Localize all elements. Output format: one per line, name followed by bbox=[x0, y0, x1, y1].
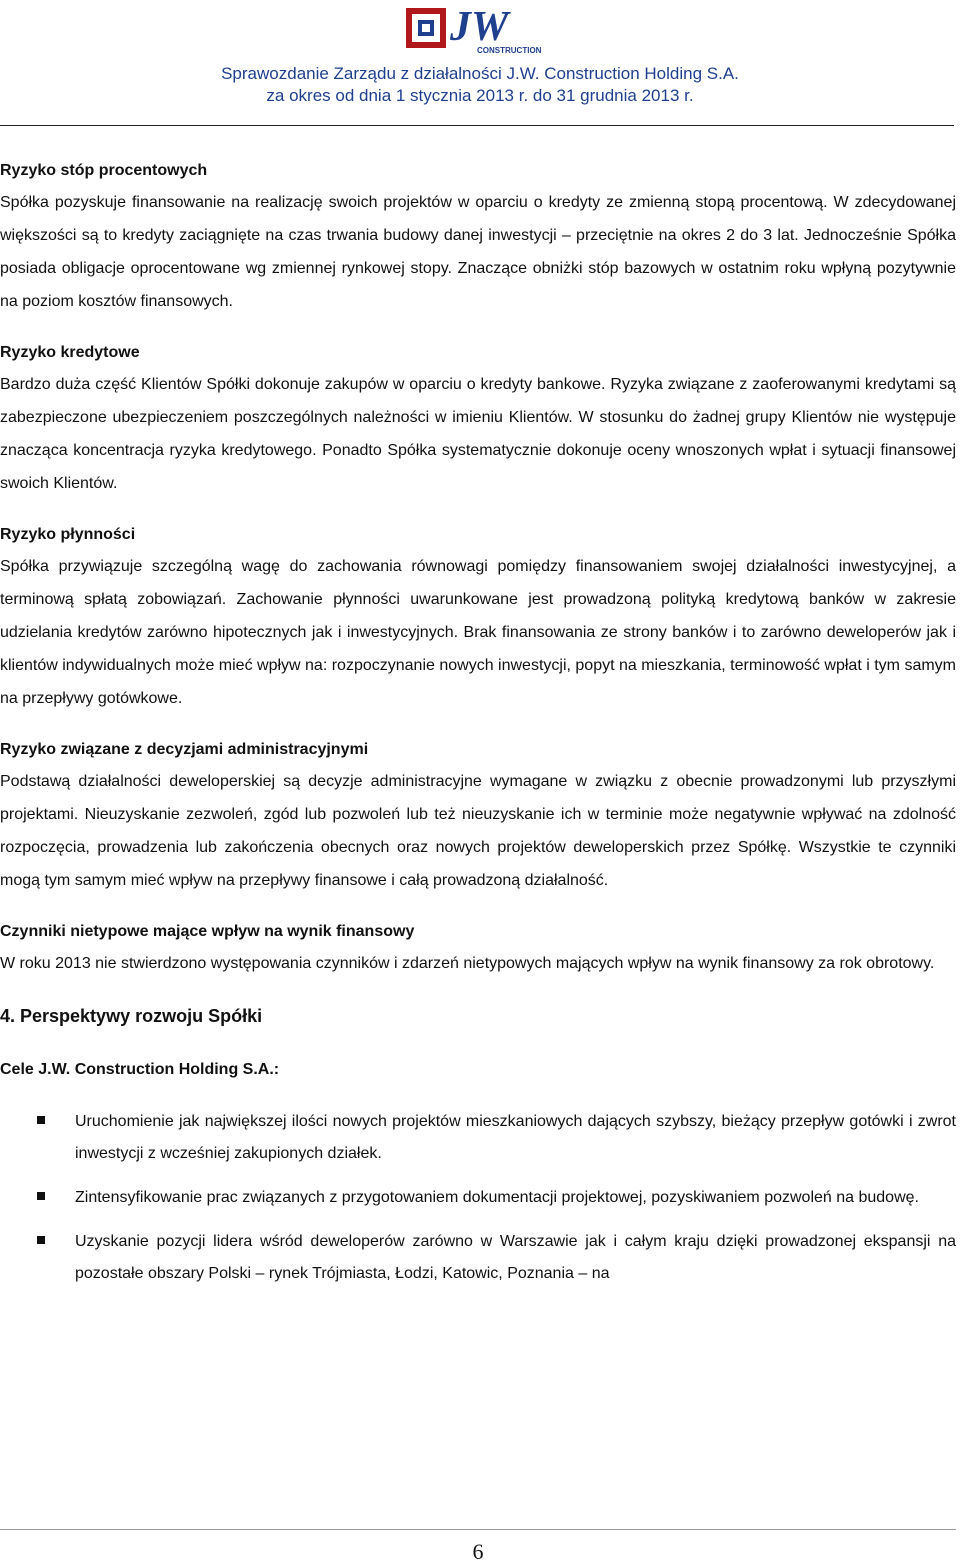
section-paragraph: Bardzo duża część Klientów Spółki dokonuje zakupów w oparciu o kredyty bankowe. Ryzyka związane z zaoferowanymi kredytami są zabezpieczone ubezpieczeniem poszczególnych należności w imieniu Klientów. W stosunku do żadnej grupy Klientów nie występuje znacząca koncentracja ryzyka kredytowego. Ponadto Spółka systematycznie dokonuje oceny wnoszonych wpłat i sytuacji finansowej swoich Klientów. bbox=[0, 376, 956, 492]
section-title: Ryzyko stóp procentowych bbox=[0, 162, 208, 179]
goals-list bbox=[0, 1106, 956, 1290]
administrative-decisions-risk-section bbox=[0, 739, 956, 897]
document-body bbox=[0, 160, 956, 1302]
goal-item bbox=[0, 1182, 956, 1214]
header-divider bbox=[0, 125, 954, 126]
section-paragraph: Spółka pozyskuje finansowanie na realizację swoich projektów w oparciu o kredyty ze zmienną stopą procentową. W zdecydowanej większości są to kredyty zaciągnięte na czas trwania budowy danej inwestycji – przeciętnie na okres 2 do 3 lat. Jednocześnie Spółka posiada obligacje oprocentowane wg zmiennej rynkowej stopy. Znaczące obniżki stóp bazowych w ostatnim roku wpłyną pozytywnie na poziom kosztów finansowych. bbox=[0, 194, 956, 310]
unusual-factors-section bbox=[0, 921, 956, 980]
footer-divider bbox=[0, 1529, 956, 1530]
svg-text:CONSTRUCTION: CONSTRUCTION bbox=[477, 46, 542, 55]
credit-risk-section bbox=[0, 342, 956, 500]
section-title: Czynniki nietypowe mające wpływ na wynik finansowy bbox=[0, 923, 415, 940]
section-title: Ryzyko płynności bbox=[0, 526, 136, 543]
section-title: Ryzyko kredytowe bbox=[0, 344, 140, 361]
goal-text: Uruchomienie jak największej ilości nowych projektów mieszkaniowych dających szybszy, bieżący przepływ gotówki i zwrot inwestycji z wcześniej zakupionych działek. bbox=[75, 1113, 956, 1162]
liquidity-risk-section bbox=[0, 524, 956, 715]
goal-text: Zintensyfikowanie prac związanych z przygotowaniem dokumentacji projektowej, pozyskiwaniem pozwoleń na budowę. bbox=[75, 1189, 919, 1206]
goal-item bbox=[0, 1106, 956, 1170]
jw-construction-logo bbox=[406, 2, 558, 56]
goal-text: Uzyskanie pozycji lidera wśród deweloperów zarówno w Warszawie jak i całym kraju dzięki prowadzonej ekspansji na pozostałe obszary Polski – rynek Trójmiasta, Łodzi, Katowic, Poznania – na bbox=[75, 1233, 956, 1282]
chapter-title: 4. Perspektywy rozwoju Spółki bbox=[0, 1006, 263, 1026]
page-number: 6 bbox=[472, 1539, 484, 1564]
square-bullet-icon bbox=[37, 1236, 45, 1244]
goal-item bbox=[0, 1226, 956, 1290]
interest-rate-risk-section bbox=[0, 160, 956, 318]
section-paragraph: W roku 2013 nie stwierdzono występowania czynników i zdarzeń nietypowych mających wpływ na wynik finansowy za rok obrotowy. bbox=[0, 955, 935, 972]
development-perspectives-section bbox=[0, 1004, 956, 1290]
goals-title: Cele J.W. Construction Holding S.A.: bbox=[0, 1061, 280, 1078]
section-title: Ryzyko związane z decyzjami administracyjnymi bbox=[0, 741, 369, 758]
section-paragraph: Spółka przywiązuje szczególną wagę do zachowania równowagi pomiędzy finansowaniem swojej działalności inwestycyjnej, a terminową spłatą zobowiązań. Zachowanie płynności uwarunkowane jest prowadzoną polityką kredytową banków w zakresie udzielania kredytów zarówno hipotecznych jak i inwestycyjnych. Brak finansowania ze strony banków i to zarówno deweloperów jak i klientów indywidualnych może mieć wpływ na: rozpoczynanie nowych inwestycji, popyt na mieszkania, terminowość wpłat i tym samym na przepływy gotówkowe. bbox=[0, 558, 956, 707]
square-bullet-icon bbox=[37, 1192, 45, 1200]
page-header bbox=[0, 0, 960, 126]
square-bullet-icon bbox=[37, 1116, 45, 1124]
report-title: Sprawozdanie Zarządu z działalności J.W. Construction Holding S.A. bbox=[221, 64, 739, 83]
report-period: za okres od dnia 1 stycznia 2013 r. do 31 grudnia 2013 r. bbox=[266, 86, 694, 105]
section-paragraph: Podstawą działalności deweloperskiej są decyzje administracyjne wymagane w związku z obecnie prowadzonymi lub przyszłymi projektami. Nieuzyskanie zezwoleń, zgód lub pozwoleń lub też nieuzyskanie ich w terminie może negatywnie wpływać na zdolność rozpoczęcia, prowadzenia lub zakończenia obecnych oraz nowych projektów deweloperskich przez Spółkę. Wszystkie te czynniki mogą tym samym mieć wpływ na przepływy finansowe i całą prowadzoną działalność. bbox=[0, 773, 956, 889]
svg-text:JW: JW bbox=[450, 4, 509, 50]
